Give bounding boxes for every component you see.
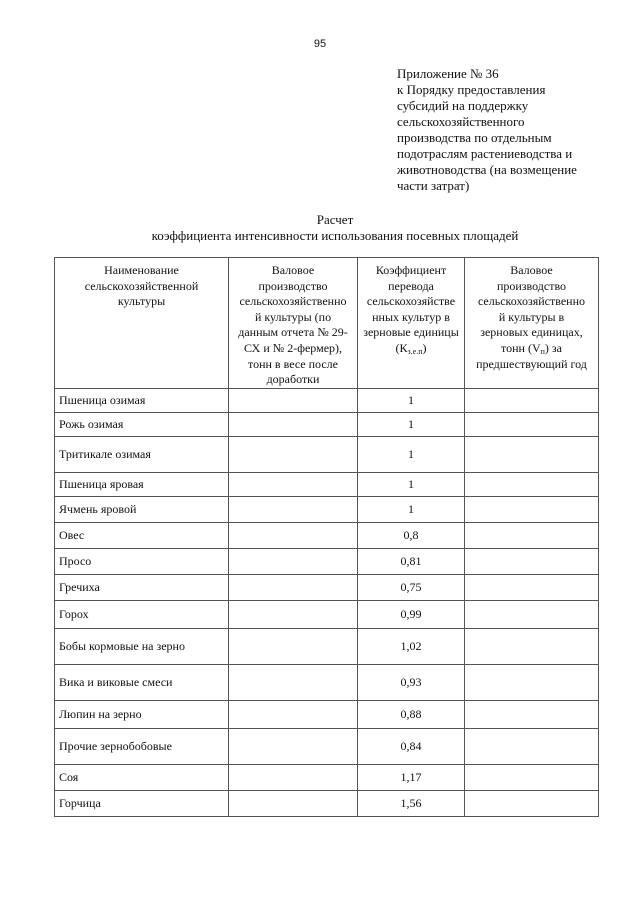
crop-cell: Рожь озимая xyxy=(55,413,229,437)
crop-cell: Пшеница озимая xyxy=(55,389,229,413)
crop-cell: Соя xyxy=(55,765,229,791)
header-line: культуры xyxy=(117,294,166,309)
production-cell xyxy=(229,413,358,437)
table-row xyxy=(55,791,599,817)
header-line: СХ и № 2-фермер), xyxy=(243,340,343,355)
grain-units-cell xyxy=(465,665,599,701)
appendix-line: к Порядку предоставления xyxy=(397,82,546,97)
coefficient-cell: 0,99 xyxy=(358,601,465,629)
grain-units-cell xyxy=(465,437,599,473)
header-line: производство xyxy=(258,278,328,293)
appendix-line: субсидий на поддержку xyxy=(397,98,529,113)
coefficient-cell: 0,88 xyxy=(358,701,465,729)
coefficient-cell: 0,93 xyxy=(358,665,465,701)
table-row xyxy=(55,601,599,629)
header-line: доработки xyxy=(266,372,320,387)
coefficient-cell: 0,8 xyxy=(358,523,465,549)
appendix-line: сельскохозяйственного xyxy=(397,114,525,129)
production-cell xyxy=(229,629,358,665)
crop-cell: Тритикале озимая xyxy=(55,437,229,473)
table-row xyxy=(55,437,599,473)
coefficient-cell: 1 xyxy=(358,413,465,437)
header-line: Валовое xyxy=(510,263,553,277)
grain-units-cell xyxy=(465,549,599,575)
production-cell xyxy=(229,791,358,817)
production-cell xyxy=(229,575,358,601)
grain-units-cell xyxy=(465,575,599,601)
column-header-grain-units xyxy=(465,258,599,389)
grain-units-cell xyxy=(465,729,599,765)
header-symbol-line xyxy=(467,341,596,357)
header-line: сельскохозяйственной xyxy=(84,278,199,293)
header-line: нных культур в xyxy=(372,309,450,324)
symbol-subscript: п xyxy=(540,346,545,356)
coefficient-cell: 1 xyxy=(358,437,465,473)
grain-units-cell xyxy=(465,629,599,665)
table-row xyxy=(55,523,599,549)
grain-units-cell xyxy=(465,701,599,729)
table-row xyxy=(55,701,599,729)
header-line: й культуры (по xyxy=(254,309,332,324)
production-cell xyxy=(229,389,358,413)
coefficient-table xyxy=(54,257,599,817)
coefficient-cell: 1,56 xyxy=(358,791,465,817)
table-row xyxy=(55,665,599,701)
crop-cell: Люпин на зерно xyxy=(55,701,229,729)
production-cell xyxy=(229,473,358,497)
crop-cell: Бобы кормовые на зерно xyxy=(55,629,229,665)
grain-units-cell xyxy=(465,473,599,497)
crop-cell: Горох xyxy=(55,601,229,629)
table-body xyxy=(55,389,599,817)
crop-cell: Просо xyxy=(55,549,229,575)
document-subtitle: коэффициента интенсивности использования посевных площадей xyxy=(151,228,519,243)
page-number: 95 xyxy=(313,38,327,50)
appendix-block xyxy=(397,66,602,194)
crop-cell: Ячмень яровой xyxy=(55,497,229,523)
header-line: Валовое xyxy=(271,263,315,277)
production-cell xyxy=(229,765,358,791)
appendix-line: части затрат) xyxy=(397,178,470,193)
production-cell xyxy=(229,601,358,629)
grain-units-cell xyxy=(465,523,599,549)
table-row xyxy=(55,629,599,665)
appendix-line: подотраслям растениеводства и xyxy=(397,146,573,161)
table-row xyxy=(55,549,599,575)
grain-units-cell xyxy=(465,497,599,523)
grain-units-cell xyxy=(465,765,599,791)
column-header-crop xyxy=(55,258,229,389)
production-cell xyxy=(229,497,358,523)
header-line: Коэффициент xyxy=(375,263,447,277)
appendix-line: Приложение № 36 xyxy=(397,66,499,81)
header-line: перевода xyxy=(388,278,434,293)
symbol-text: тонн (V xyxy=(501,340,541,355)
coefficient-cell: 1 xyxy=(358,389,465,413)
header-line: тонн в весе после xyxy=(248,356,338,371)
header-symbol-line xyxy=(360,341,462,357)
header-line: й культуры в xyxy=(498,309,565,324)
table-row xyxy=(55,497,599,523)
grain-units-cell xyxy=(465,791,599,817)
column-header-production xyxy=(229,258,358,389)
coefficient-cell: 0,75 xyxy=(358,575,465,601)
header-line: зерновые единицы xyxy=(363,325,459,340)
table-row xyxy=(55,389,599,413)
header-line: сельскохозяйственно xyxy=(239,294,347,309)
table-row xyxy=(55,765,599,791)
table-header-row xyxy=(55,258,599,389)
crop-cell: Овес xyxy=(55,523,229,549)
coefficient-cell: 1 xyxy=(358,473,465,497)
symbol-text: (К xyxy=(395,340,408,355)
table-row xyxy=(55,413,599,437)
grain-units-cell xyxy=(465,389,599,413)
coefficient-cell: 1 xyxy=(358,497,465,523)
coefficient-cell: 1,17 xyxy=(358,765,465,791)
production-cell xyxy=(229,437,358,473)
document-title: Расчет xyxy=(316,212,354,227)
table-row xyxy=(55,729,599,765)
appendix-line: животноводства (на возмещение xyxy=(397,162,577,177)
header-line: Наименование xyxy=(104,263,179,277)
header-line: данным отчета № 29- xyxy=(238,325,348,340)
grain-units-cell xyxy=(465,601,599,629)
symbol-subscript: з.е.п xyxy=(407,346,423,356)
coefficient-cell: 1,02 xyxy=(358,629,465,665)
crop-cell: Гречиха xyxy=(55,575,229,601)
production-cell xyxy=(229,523,358,549)
coefficient-cell: 0,84 xyxy=(358,729,465,765)
production-cell xyxy=(229,665,358,701)
symbol-close: ) xyxy=(422,340,427,355)
coefficient-cell: 0,81 xyxy=(358,549,465,575)
table-row xyxy=(55,473,599,497)
header-line: сельскохозяйстве xyxy=(366,294,456,309)
table-row xyxy=(55,575,599,601)
crop-cell: Прочие зернобобовые xyxy=(55,729,229,765)
column-header-coefficient xyxy=(358,258,465,389)
production-cell xyxy=(229,729,358,765)
crop-cell: Вика и виковые смеси xyxy=(55,665,229,701)
production-cell xyxy=(229,701,358,729)
appendix-line: производства по отдельным xyxy=(397,130,552,145)
header-line: зерновых единицах, xyxy=(480,325,583,340)
production-cell xyxy=(229,549,358,575)
crop-cell: Горчица xyxy=(55,791,229,817)
crop-cell: Пшеница яровая xyxy=(55,473,229,497)
symbol-text: ) за xyxy=(544,340,562,355)
header-line: предшествующий год xyxy=(476,356,587,371)
header-line: сельскохозяйственно xyxy=(477,294,586,309)
header-line: производство xyxy=(496,278,567,293)
grain-units-cell xyxy=(465,413,599,437)
